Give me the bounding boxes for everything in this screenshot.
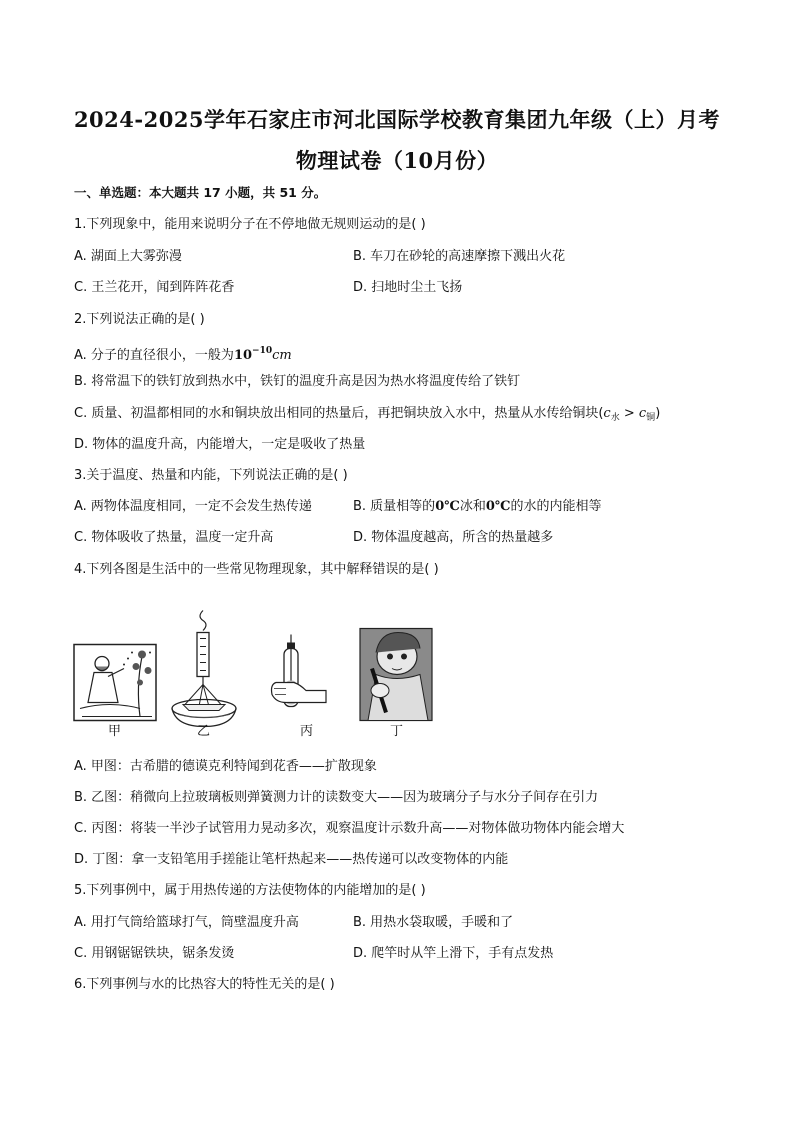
question-3-option-a: A. 两物体温度相同，一定不会发生热传递 [74, 499, 312, 514]
question-5-option-a: A. 用打气筒给篮球打气，筒壁温度升高 [74, 915, 299, 930]
option-b-mid: 冰和 [459, 499, 486, 514]
option-a-text: A. 分子的直径很小，一般为 [74, 348, 234, 363]
figure-bing-test-tube-image [272, 635, 327, 707]
symbol-c-copper: c [638, 406, 647, 421]
question-4-figures [70, 596, 440, 746]
figure-yi-spring-scale-image [172, 611, 236, 727]
figure-caption-ding: 丁 [390, 724, 404, 739]
question-5-option-d: D. 爬竿时从竿上滑下，手有点发热 [353, 946, 554, 961]
question-4-option-b: B. 乙图：稍微向上拉玻璃板则弹簧测力计的读数变大——因为玻璃分子与水分子间存在引力 [74, 790, 599, 805]
figure-caption-bing: 丙 [300, 724, 314, 739]
question-5-option-c: C. 用钢锯锯铁块，锯条发烫 [74, 946, 235, 961]
math-base: 10 [233, 348, 253, 363]
question-4-option-d: D. 丁图：拿一支铅笔用手搓能让笔杆热起来——热传递可以改变物体的内能 [74, 852, 509, 867]
question-3-stem: 3.关于温度、热量和内能，下列说法正确的是( ) [74, 468, 348, 483]
option-c-text: C. 质量、初温都相同的水和铜块放出相同的热量后，再把铜块放入水中，热量从水传给铜块( [74, 406, 604, 421]
figure-caption-jia: 甲 [108, 724, 122, 739]
option-b-pre: B. 质量相等的 [353, 499, 436, 514]
question-2-option-a [74, 342, 292, 365]
close-paren: ) [655, 406, 661, 421]
question-3-option-d: D. 物体温度越高，所含的热量越多 [353, 530, 554, 545]
question-2-option-d: D. 物体的温度升高，内能增大，一定是吸收了热量 [74, 437, 366, 452]
question-4-stem: 4.下列各图是生活中的一些常见物理现象，其中解释错误的是( ) [74, 562, 439, 577]
question-2-option-b: B. 将常温下的铁钉放到热水中，铁钉的温度升高是因为热水将温度传给了铁钉 [74, 374, 521, 389]
question-5-stem: 5.下列事例中，属于用热传递的方法使物体的内能增加的是( ) [74, 883, 426, 898]
exam-title-line2: 物理试卷（10月份） [295, 148, 499, 173]
figure-jia-philosopher-image [74, 645, 156, 721]
question-3-option-b [353, 498, 601, 516]
subscript-copper: 铜 [646, 413, 656, 423]
question-4-option-c: C. 丙图：将装一半沙子试管用力晃动多次，观察温度计示数升高——对物体做功物体内能会增大 [74, 821, 625, 836]
option-b-post: 的水的内能相等 [510, 499, 602, 514]
symbol-c-water: c [603, 406, 611, 421]
question-1-option-c: C. 王兰花开，闻到阵阵花香 [74, 280, 235, 295]
question-1-stem: 1.下列现象中，能用来说明分子在不停地做无规则运动的是( ) [74, 217, 426, 232]
question-3-option-c: C. 物体吸收了热量，温度一定升高 [74, 530, 274, 545]
question-5-option-b: B. 用热水袋取暖，手暖和了 [353, 915, 514, 930]
temp-water: 0℃ [485, 499, 511, 514]
question-1-option-b: B. 车刀在砂轮的高速摩擦下溅出火花 [353, 249, 566, 264]
question-2-option-c [74, 405, 660, 427]
exam-title-line1: 2024-2025学年石家庄市河北国际学校教育集团九年级（上）月考 [73, 107, 721, 132]
math-unit: cm [272, 348, 292, 363]
question-6-stem: 6.下列事例与水的比热容大的特性无关的是( ) [74, 977, 335, 992]
greater-than: > [619, 406, 639, 421]
question-1-option-a: A. 湖面上大雾弥漫 [74, 249, 182, 264]
temp-ice: 0℃ [435, 499, 460, 514]
question-2-stem: 2.下列说法正确的是( ) [74, 312, 205, 327]
math-exponent: −10 [252, 346, 273, 356]
figure-caption-yi: 乙 [197, 724, 211, 739]
figure-ding-boy-pencil-image [360, 629, 432, 721]
section-heading: 一、单选题：本大题共 17 小题，共 51 分。 [74, 185, 327, 200]
subscript-water: 水 [610, 413, 620, 423]
question-1-option-d: D. 扫地时尘土飞扬 [353, 280, 463, 295]
question-4-option-a: A. 甲图：古希腊的德谟克利特闻到花香——扩散现象 [74, 759, 377, 774]
